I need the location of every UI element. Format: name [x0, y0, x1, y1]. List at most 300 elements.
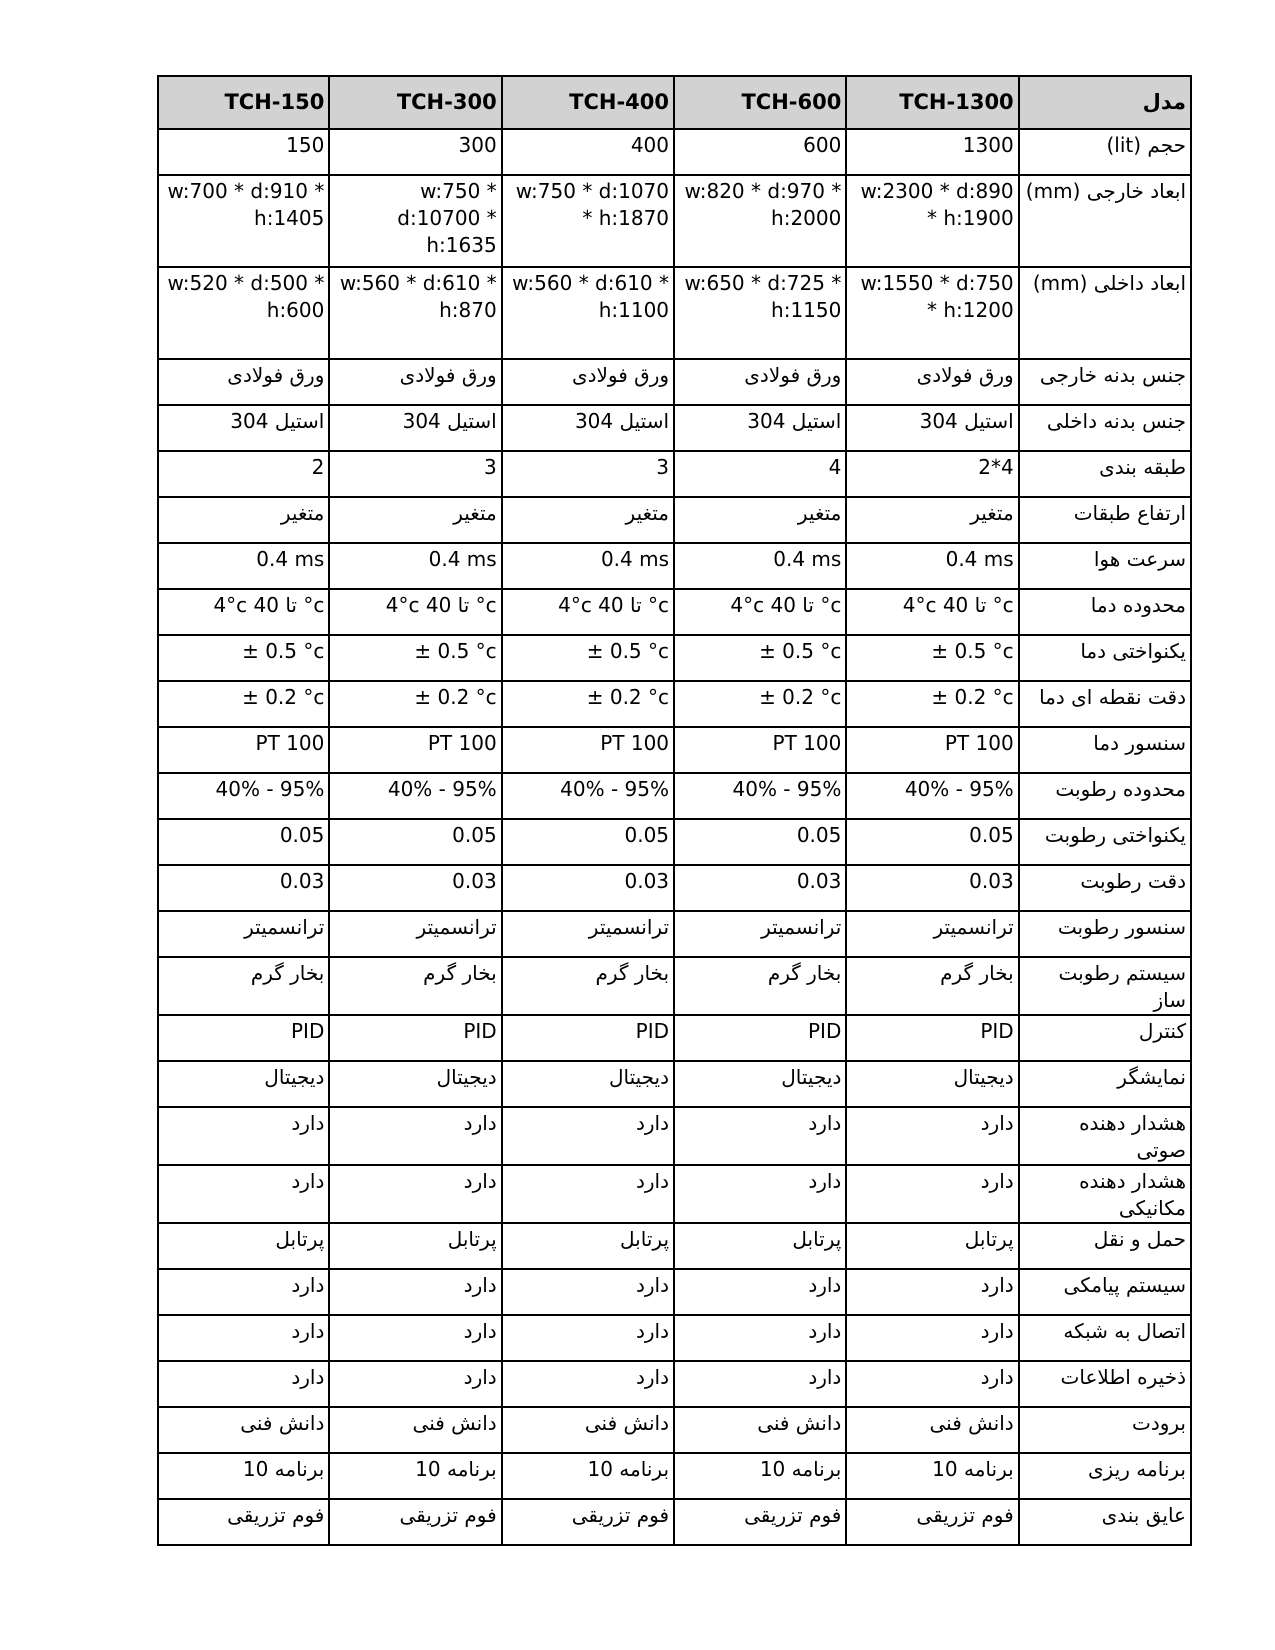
table-cell — [329, 1453, 501, 1499]
cell-value: بخار گرم — [767, 961, 842, 985]
cell-value: ورق فولادی — [227, 363, 325, 387]
cell-value: دانش فنی — [240, 1411, 325, 1435]
cell-value: 0.03 — [969, 869, 1014, 893]
cell-value: w:650 * d:725 * h:1150 — [684, 271, 842, 322]
table-cell — [329, 543, 501, 589]
cell-value: دانش فنی — [757, 1411, 842, 1435]
cell-value: متغیر — [797, 501, 842, 525]
row-label: یکنواختی رطوبت — [1019, 819, 1191, 865]
row-label: عایق بندی — [1019, 1499, 1191, 1545]
table-cell — [502, 497, 674, 543]
cell-value: 0.4 ms — [945, 547, 1014, 571]
table-cell — [674, 405, 846, 451]
row-label: سرعت هوا — [1019, 543, 1191, 589]
table-cell — [158, 957, 329, 1015]
cell-value: ± 0.2 °c — [242, 685, 325, 709]
row-label: جنس بدنه داخلی — [1019, 405, 1191, 451]
table-cell — [158, 865, 329, 911]
table-cell — [502, 175, 674, 267]
cell-value: w:520 * d:500 * h:600 — [167, 271, 325, 322]
table-cell — [674, 129, 846, 175]
table-cell — [502, 1061, 674, 1107]
table-cell — [502, 129, 674, 175]
row-label: محدوده رطوبت — [1019, 773, 1191, 819]
table-cell — [674, 267, 846, 359]
cell-value: دارد — [980, 1365, 1014, 1389]
table-cell — [158, 267, 329, 359]
table-cell — [329, 1315, 501, 1361]
table-row — [158, 819, 1191, 865]
table-cell — [674, 1361, 846, 1407]
table-cell — [158, 1453, 329, 1499]
table-cell — [674, 1061, 846, 1107]
cell-value: برنامه 10 — [932, 1457, 1014, 1481]
cell-value: دارد — [291, 1169, 325, 1193]
table-cell — [329, 267, 501, 359]
cell-value: PID — [980, 1019, 1014, 1043]
table-cell — [329, 727, 501, 773]
model-header: TCH-150 — [158, 76, 329, 129]
table-cell — [846, 543, 1018, 589]
row-label: دقت نقطه ای دما — [1019, 681, 1191, 727]
table-row — [158, 865, 1191, 911]
cell-value: w:560 * d:610 * h:870 — [339, 271, 497, 322]
table-cell — [329, 957, 501, 1015]
table-cell — [674, 865, 846, 911]
table-row — [158, 681, 1191, 727]
row-label: حجم (lit) — [1019, 129, 1191, 175]
table-row — [158, 1453, 1191, 1499]
spec-table — [157, 75, 1192, 1546]
table-cell — [674, 1015, 846, 1061]
table-cell — [674, 635, 846, 681]
table-cell — [158, 405, 329, 451]
cell-value: پرتابل — [620, 1227, 670, 1251]
table-row — [158, 1361, 1191, 1407]
cell-value: ترانسمیتر — [761, 915, 842, 939]
table-cell — [502, 773, 674, 819]
row-label: ارتفاع طبقات — [1019, 497, 1191, 543]
cell-value: 2 — [311, 455, 325, 479]
table-cell — [674, 727, 846, 773]
cell-value: فوم تزریقی — [744, 1503, 842, 1527]
table-cell — [502, 543, 674, 589]
cell-value: 3 — [656, 455, 670, 479]
table-cell — [674, 957, 846, 1015]
cell-value: دارد — [980, 1111, 1014, 1135]
table-row — [158, 911, 1191, 957]
table-cell — [846, 1361, 1018, 1407]
table-row — [158, 1165, 1191, 1223]
cell-value: ± 0.5 °c — [759, 639, 842, 663]
table-cell — [158, 1499, 329, 1545]
row-label: سیستم رطوبت ساز — [1019, 957, 1191, 1015]
cell-value: دارد — [980, 1273, 1014, 1297]
cell-value: دارد — [463, 1111, 497, 1135]
table-row — [158, 175, 1191, 267]
cell-value: پرتابل — [792, 1227, 842, 1251]
table-row — [158, 451, 1191, 497]
table-cell — [674, 543, 846, 589]
cell-value: PT 100 — [944, 731, 1014, 755]
table-row — [158, 1015, 1191, 1061]
table-cell — [674, 1315, 846, 1361]
table-cell — [329, 1499, 501, 1545]
table-cell — [329, 681, 501, 727]
cell-value: 0.05 — [969, 823, 1014, 847]
table-cell — [846, 1107, 1018, 1165]
cell-value: دارد — [808, 1111, 842, 1135]
table-cell — [846, 451, 1018, 497]
cell-value: 1300 — [962, 133, 1014, 157]
table-cell — [329, 1165, 501, 1223]
cell-value: 0.05 — [452, 823, 497, 847]
table-row — [158, 727, 1191, 773]
cell-value: برنامه 10 — [415, 1457, 497, 1481]
row-label: برودت — [1019, 1407, 1191, 1453]
model-header: TCH-300 — [329, 76, 501, 129]
table-cell — [329, 1015, 501, 1061]
table-cell — [158, 1165, 329, 1223]
table-cell — [846, 359, 1018, 405]
table-row — [158, 1269, 1191, 1315]
table-row — [158, 957, 1191, 1015]
table-row — [158, 359, 1191, 405]
table-cell — [329, 1407, 501, 1453]
table-cell — [502, 451, 674, 497]
table-row — [158, 497, 1191, 543]
cell-value: 0.05 — [624, 823, 670, 847]
row-label: ابعاد داخلی (mm) — [1019, 267, 1191, 359]
table-cell — [502, 957, 674, 1015]
table-row — [158, 543, 1191, 589]
cell-value: بخار گرم — [423, 961, 497, 985]
table-row — [158, 1499, 1191, 1545]
table-cell — [158, 359, 329, 405]
model-header: TCH-1300 — [846, 76, 1018, 129]
cell-value: 40% - 95% — [732, 777, 842, 801]
cell-value: استیل 304 — [574, 409, 670, 433]
cell-value: متغیر — [970, 501, 1014, 525]
table-row — [158, 1407, 1191, 1453]
table-cell — [329, 773, 501, 819]
cell-value: برنامه 10 — [587, 1457, 670, 1481]
cell-value: PID — [635, 1019, 670, 1043]
cell-value: w:750 * d:1070 * h:1870 — [515, 179, 670, 230]
table-row — [158, 1223, 1191, 1269]
table-cell — [674, 1223, 846, 1269]
table-cell — [846, 911, 1018, 957]
table-cell — [502, 1453, 674, 1499]
cell-value: دارد — [463, 1319, 497, 1343]
cell-value: استیل 304 — [402, 409, 497, 433]
cell-value: 0.4 ms — [773, 547, 842, 571]
table-cell — [674, 1107, 846, 1165]
table-cell — [158, 589, 329, 635]
cell-value: پرتابل — [275, 1227, 325, 1251]
cell-value: 40% - 95% — [560, 777, 670, 801]
table-cell — [329, 129, 501, 175]
cell-value: PT 100 — [772, 731, 842, 755]
table-cell — [846, 681, 1018, 727]
table-cell — [674, 1453, 846, 1499]
table-cell — [674, 451, 846, 497]
table-cell — [502, 727, 674, 773]
table-cell — [846, 727, 1018, 773]
cell-value: دارد — [291, 1273, 325, 1297]
cell-value: w:750 * d:10700 * h:1635 — [397, 179, 497, 257]
table-cell — [158, 1315, 329, 1361]
cell-value: ± 0.2 °c — [931, 685, 1014, 709]
model-header: TCH-600 — [674, 76, 846, 129]
table-cell — [158, 1015, 329, 1061]
cell-value: دارد — [291, 1111, 325, 1135]
cell-value: ورق فولادی — [744, 363, 842, 387]
cell-value: بخار گرم — [940, 961, 1014, 985]
cell-value: w:2300 * d:890 * h:1900 — [860, 179, 1014, 230]
row-label: دقت رطوبت — [1019, 865, 1191, 911]
table-row — [158, 405, 1191, 451]
table-cell — [846, 1269, 1018, 1315]
table-cell — [158, 175, 329, 267]
row-label: محدوده دما — [1019, 589, 1191, 635]
table-cell — [502, 1269, 674, 1315]
table-cell — [158, 1269, 329, 1315]
cell-value: 400 — [630, 133, 670, 157]
cell-value: دارد — [635, 1169, 670, 1193]
table-cell — [674, 497, 846, 543]
table-cell — [674, 1499, 846, 1545]
cell-value: دارد — [808, 1319, 842, 1343]
cell-value: دیجیتال — [436, 1065, 497, 1089]
cell-value: 0.05 — [279, 823, 325, 847]
table-cell — [502, 359, 674, 405]
table-cell — [502, 1499, 674, 1545]
cell-value: 0.4 ms — [428, 547, 497, 571]
cell-value: ± 0.2 °c — [586, 685, 670, 709]
cell-value: ± 0.2 °c — [414, 685, 497, 709]
table-cell — [329, 1361, 501, 1407]
cell-value: ± 0.5 °c — [931, 639, 1014, 663]
table-cell — [158, 819, 329, 865]
table-cell — [329, 589, 501, 635]
table-cell — [502, 1407, 674, 1453]
cell-value: استیل 304 — [747, 409, 842, 433]
table-cell — [502, 681, 674, 727]
spec-body — [158, 129, 1191, 1545]
table-cell — [329, 635, 501, 681]
cell-value: ± 0.5 °c — [242, 639, 325, 663]
cell-value: دانش فنی — [412, 1411, 497, 1435]
table-cell — [846, 405, 1018, 451]
cell-value: دارد — [635, 1319, 670, 1343]
table-cell — [502, 1107, 674, 1165]
table-cell — [674, 589, 846, 635]
table-cell — [846, 1499, 1018, 1545]
cell-value: فوم تزریقی — [916, 1503, 1014, 1527]
cell-value: ورق فولادی — [916, 363, 1014, 387]
cell-value: 0.03 — [279, 869, 325, 893]
table-row — [158, 773, 1191, 819]
row-label: هشدار دهنده صوتی — [1019, 1107, 1191, 1165]
row-label: برنامه ریزی — [1019, 1453, 1191, 1499]
table-cell — [502, 819, 674, 865]
cell-value: برنامه 10 — [242, 1457, 325, 1481]
cell-value: w:560 * d:610 * h:1100 — [512, 271, 670, 322]
table-cell — [158, 911, 329, 957]
cell-value: متغیر — [453, 501, 497, 525]
table-cell — [502, 405, 674, 451]
table-cell — [158, 129, 329, 175]
row-label: حمل و نقل — [1019, 1223, 1191, 1269]
table-cell — [502, 911, 674, 957]
table-cell — [502, 589, 674, 635]
cell-value: PT 100 — [255, 731, 325, 755]
cell-value: دارد — [980, 1169, 1014, 1193]
cell-value: دارد — [635, 1273, 670, 1297]
table-cell — [846, 589, 1018, 635]
table-cell — [846, 865, 1018, 911]
model-header: TCH-400 — [502, 76, 674, 129]
table-cell — [502, 1315, 674, 1361]
table-cell — [502, 1223, 674, 1269]
cell-value: 3 — [483, 455, 497, 479]
cell-value: 4°c تا 40 °c — [385, 593, 497, 617]
cell-value: 4°c تا 40 °c — [213, 593, 325, 617]
cell-value: فوم تزریقی — [571, 1503, 670, 1527]
table-cell — [674, 819, 846, 865]
cell-value: پرتابل — [447, 1227, 497, 1251]
row-label: جنس بدنه خارجی — [1019, 359, 1191, 405]
table-row — [158, 129, 1191, 175]
table-cell — [329, 865, 501, 911]
cell-value: 0.05 — [796, 823, 842, 847]
cell-value: دیجیتال — [608, 1065, 670, 1089]
table-cell — [846, 1061, 1018, 1107]
cell-value: 0.03 — [452, 869, 497, 893]
table-cell — [674, 175, 846, 267]
cell-value: دارد — [463, 1169, 497, 1193]
cell-value: 0.03 — [796, 869, 842, 893]
table-cell — [846, 1165, 1018, 1223]
table-cell — [674, 681, 846, 727]
row-label: ابعاد خارجی (mm) — [1019, 175, 1191, 267]
cell-value: دارد — [808, 1273, 842, 1297]
table-cell — [329, 1223, 501, 1269]
cell-value: متغیر — [625, 501, 670, 525]
cell-value: دارد — [291, 1319, 325, 1343]
table-cell — [846, 819, 1018, 865]
cell-value: ترانسمیتر — [416, 915, 497, 939]
table-cell — [846, 1315, 1018, 1361]
cell-value: دانش فنی — [584, 1411, 670, 1435]
cell-value: فوم تزریقی — [399, 1503, 497, 1527]
cell-value: دیجیتال — [953, 1065, 1014, 1089]
cell-value: 4°c تا 40 °c — [558, 593, 670, 617]
row-label: یکنواختی دما — [1019, 635, 1191, 681]
cell-value: استیل 304 — [230, 409, 325, 433]
table-cell — [329, 451, 501, 497]
table-cell — [846, 175, 1018, 267]
table-cell — [502, 1361, 674, 1407]
cell-value: ترانسمیتر — [588, 915, 670, 939]
table-cell — [329, 819, 501, 865]
cell-value: ± 0.2 °c — [759, 685, 842, 709]
cell-value: دارد — [635, 1111, 670, 1135]
cell-value: دارد — [463, 1273, 497, 1297]
table-cell — [502, 1165, 674, 1223]
cell-value: بخار گرم — [250, 961, 325, 985]
table-cell — [502, 267, 674, 359]
table-cell — [158, 451, 329, 497]
cell-value: 0.4 ms — [600, 547, 670, 571]
cell-value: دانش فنی — [929, 1411, 1014, 1435]
cell-value: PT 100 — [600, 731, 670, 755]
table-cell — [158, 1107, 329, 1165]
table-cell — [158, 773, 329, 819]
row-label: سنسور رطوبت — [1019, 911, 1191, 957]
cell-value: برنامه 10 — [759, 1457, 842, 1481]
cell-value: ورق فولادی — [571, 363, 670, 387]
table-cell — [158, 727, 329, 773]
table-row — [158, 267, 1191, 359]
table-row — [158, 1107, 1191, 1165]
table-cell — [158, 1061, 329, 1107]
cell-value: متغیر — [280, 501, 325, 525]
header-row — [158, 76, 1191, 129]
table-cell — [329, 359, 501, 405]
table-cell — [674, 359, 846, 405]
table-cell — [502, 635, 674, 681]
cell-value: 300 — [458, 133, 497, 157]
cell-value: دارد — [635, 1365, 670, 1389]
cell-value: 4 — [828, 455, 842, 479]
table-cell — [502, 865, 674, 911]
cell-value: w:820 * d:970 * h:2000 — [684, 179, 842, 230]
row-label: ذخیره اطلاعات — [1019, 1361, 1191, 1407]
cell-value: 40% - 95% — [387, 777, 497, 801]
cell-value: 4°c تا 40 °c — [902, 593, 1014, 617]
cell-value: پرتابل — [964, 1227, 1014, 1251]
table-cell — [329, 1061, 501, 1107]
cell-value: استیل 304 — [919, 409, 1014, 433]
table-row — [158, 589, 1191, 635]
cell-value: 600 — [803, 133, 842, 157]
table-cell — [502, 1015, 674, 1061]
cell-value: 4°c تا 40 °c — [730, 593, 842, 617]
cell-value: PID — [807, 1019, 842, 1043]
cell-value: ورق فولادی — [399, 363, 497, 387]
table-cell — [158, 1223, 329, 1269]
table-cell — [329, 405, 501, 451]
cell-value: دارد — [808, 1365, 842, 1389]
table-row — [158, 1061, 1191, 1107]
cell-value: w:700 * d:910 * h:1405 — [167, 179, 325, 230]
row-label: هشدار دهنده مکانیکی — [1019, 1165, 1191, 1223]
table-cell — [846, 1015, 1018, 1061]
table-cell — [158, 1361, 329, 1407]
table-row — [158, 1315, 1191, 1361]
row-label: کنترل — [1019, 1015, 1191, 1061]
cell-value: دارد — [291, 1365, 325, 1389]
cell-value: 0.4 ms — [256, 547, 325, 571]
table-cell — [846, 1453, 1018, 1499]
cell-value: 150 — [286, 133, 325, 157]
table-cell — [674, 1269, 846, 1315]
cell-value: دارد — [808, 1169, 842, 1193]
cell-value: w:1550 * d:750 * h:1200 — [860, 271, 1014, 322]
row-label: نمایشگر — [1019, 1061, 1191, 1107]
